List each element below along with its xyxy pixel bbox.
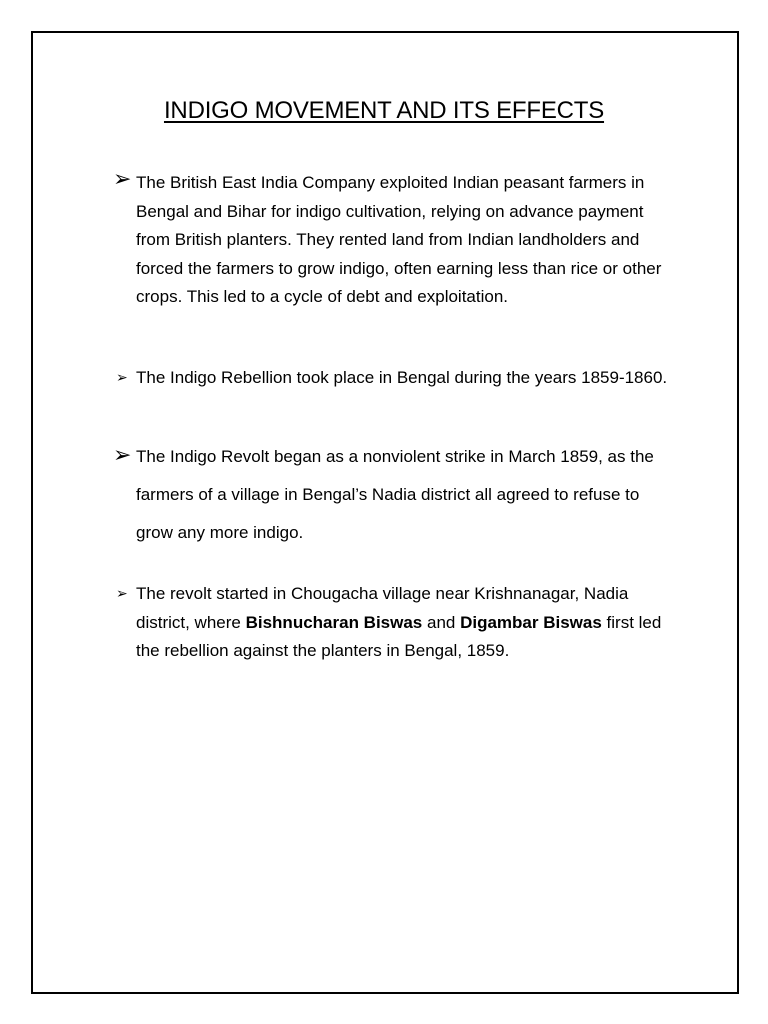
bullet-text-part: The revolt started in Chougacha village near Krishnanagar, Nadia district, where — [136, 584, 629, 632]
bullet-item-1 — [112, 169, 672, 312]
bullet-item-2 — [112, 364, 672, 393]
bullet-text: The Indigo Revolt began as a nonviolent strike in March 1859, as the farmers of a village in Bengal’s Nadia district all agreed to refuse to grow any more indigo. — [136, 447, 654, 542]
page-title: INDIGO MOVEMENT AND ITS EFFECTS — [163, 97, 605, 124]
bullet-item-3 — [112, 438, 672, 552]
bullet-text — [112, 580, 672, 666]
bullet-text-part: first led the rebellion against the planters in Bengal, 1859. — [136, 612, 662, 660]
bullet-text: The British East India Company exploited Indian peasant farmers in Bengal and Bihar for indigo cultivation, relying on advance payment from British planters. They rented land from Indian landholders and forced the farmers to grow indigo, often earning less than rice or other crops. This led to a cycle of debt and exploitation. — [136, 173, 662, 306]
arrow-bullet-icon: ➢ — [113, 167, 132, 192]
arrow-bullet-icon: ➢ — [116, 370, 128, 386]
person-name-bishnucharan: Bishnucharan Biswas — [245, 612, 423, 632]
arrow-bullet-icon: ➢ — [113, 443, 132, 468]
bullet-text: The Indigo Rebellion took place in Bengal during the years 1859-1860. — [136, 368, 668, 387]
bullet-item-4 — [112, 580, 672, 666]
person-name-digambar: Digambar Biswas — [460, 612, 602, 632]
bullet-text-part: and — [422, 612, 461, 632]
arrow-bullet-icon: ➢ — [116, 586, 128, 602]
